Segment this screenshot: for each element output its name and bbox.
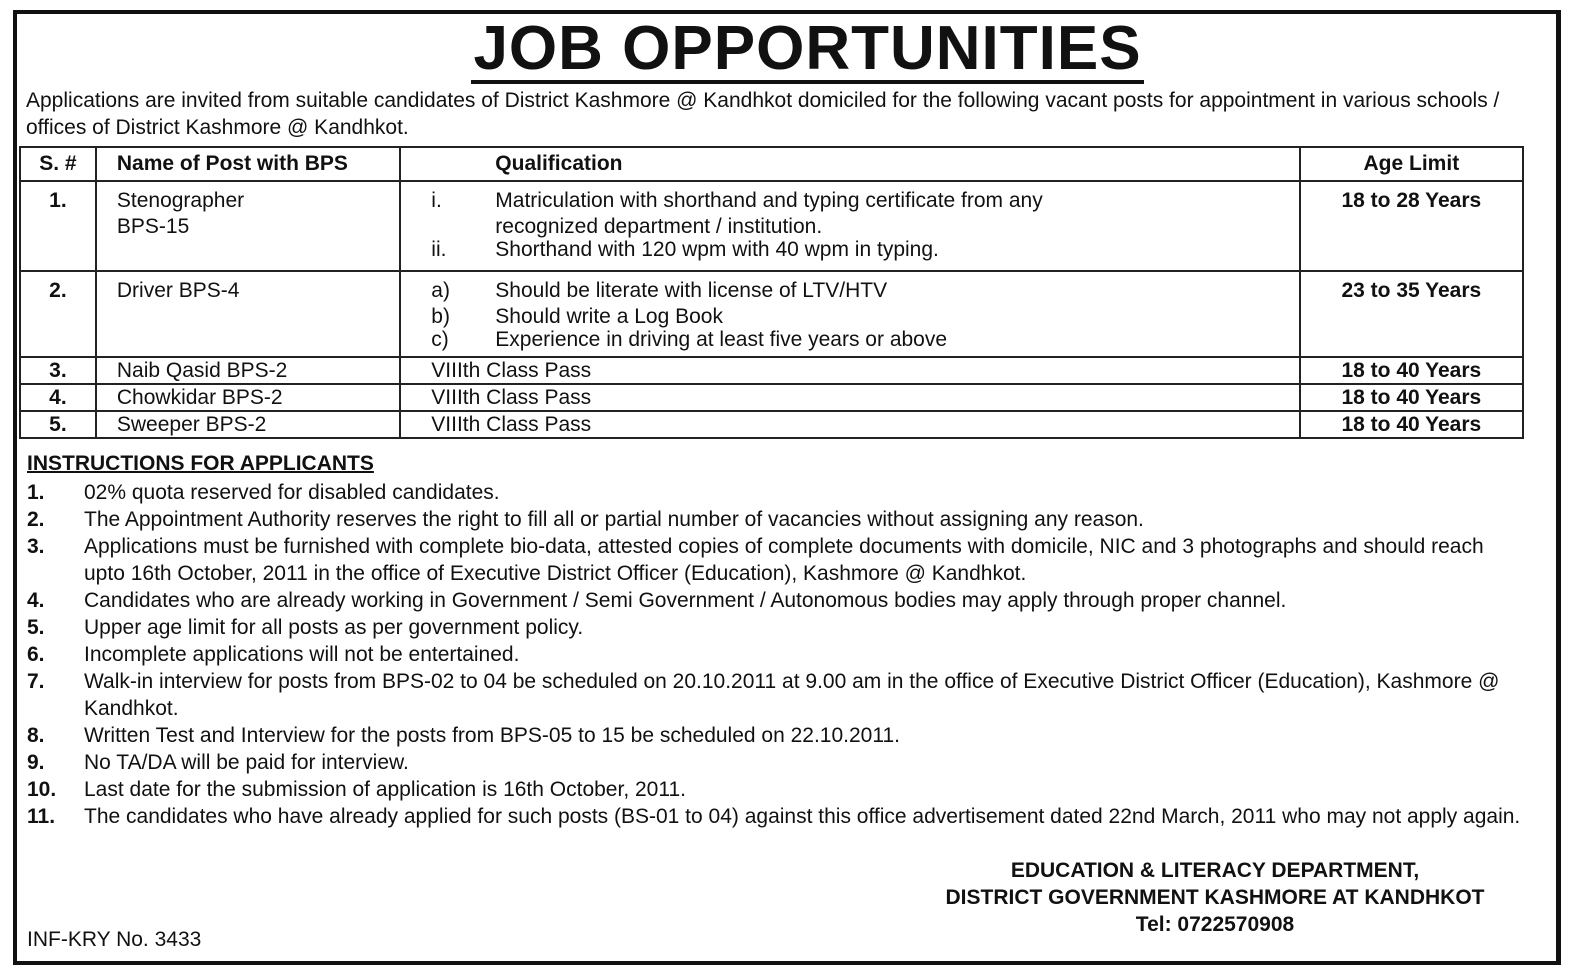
row-post-name: Sweeper BPS-2 [96, 411, 400, 438]
table-header-row [20, 147, 1523, 181]
reference-number: INF-KRY No. 3433 [27, 928, 202, 951]
instruction-number: 8. [27, 724, 45, 747]
row-qualification: VIIIth Class Pass [400, 357, 1299, 384]
row-qualification: VIIIth Class Pass [400, 411, 1299, 438]
table-row [20, 181, 1523, 271]
instruction-item [27, 587, 1527, 614]
header-post-name: Name of Post with BPS [96, 147, 400, 181]
qualification-marker: a) [431, 279, 450, 302]
instruction-item [27, 749, 1527, 776]
instructions-list [27, 479, 1527, 830]
qualification-item [401, 237, 1298, 263]
instruction-number: 3. [27, 535, 45, 558]
instruction-number: 6. [27, 643, 45, 666]
instruction-text: Incomplete applications will not be entertained. [84, 643, 520, 666]
page-title: JOB OPPORTUNITIES [473, 14, 1142, 83]
row-post-name: Chowkidar BPS-2 [96, 384, 400, 411]
qualification-item [401, 278, 1298, 304]
qualification-marker: c) [431, 328, 449, 351]
row-age-limit: 18 to 40 Years [1300, 411, 1523, 438]
instruction-text: Last date for the submission of application is 16th October, 2011. [84, 778, 686, 801]
table-row [20, 357, 1523, 384]
instruction-number: 5. [27, 616, 45, 639]
row-qualification [400, 181, 1299, 271]
qualification-text: Should write a Log Book [495, 305, 723, 328]
qualification-text: Should be literate with license of LTV/HTV [495, 279, 888, 302]
qualification-marker: ii. [431, 238, 447, 261]
row-sn: 1. [20, 181, 96, 271]
qualification-item [401, 327, 1298, 353]
row-sn: 4. [20, 384, 96, 411]
vacancies-table [19, 146, 1524, 439]
instruction-number: 2. [27, 508, 45, 531]
header-sn: S. # [20, 147, 96, 181]
qualification-marker: b) [431, 305, 450, 328]
row-qualification: VIIIth Class Pass [400, 384, 1299, 411]
table-row [20, 271, 1523, 357]
table-row [20, 384, 1523, 411]
qualification-text: Matriculation with shorthand and typing certificate from any recognized department / institution. [495, 189, 1043, 238]
instruction-text: The Appointment Authority reserves the right to fill all or partial number of vacancies without assigning any reason. [84, 508, 1144, 531]
instruction-item [27, 722, 1527, 749]
instruction-item [27, 506, 1527, 533]
qualification-marker: i. [431, 189, 442, 212]
telephone-number: Tel: 0722570908 [1135, 913, 1295, 936]
table-row [20, 411, 1523, 438]
instruction-text: Candidates who are already working in Government / Semi Government / Autonomous bodies may apply through proper channel. [84, 589, 1287, 612]
instruction-item [27, 479, 1527, 506]
instruction-item [27, 803, 1527, 830]
qualification-item [401, 188, 1298, 240]
qualification-text: Experience in driving at least five years or above [495, 328, 948, 351]
instruction-text: Written Test and Interview for the posts from BPS-05 to 15 be scheduled on 22.10.2011. [84, 724, 900, 747]
page-title-container [0, 14, 1585, 84]
header-qualification: Qualification [400, 147, 1299, 181]
row-sn: 5. [20, 411, 96, 438]
instruction-number: 11. [27, 805, 56, 828]
instruction-item [27, 668, 1527, 722]
row-post-name: Naib Qasid BPS-2 [96, 357, 400, 384]
instruction-text: No TA/DA will be paid for interview. [84, 751, 409, 774]
instruction-item [27, 533, 1527, 587]
department-name: EDUCATION & LITERACY DEPARTMENT, [1010, 859, 1420, 882]
instruction-number: 1. [27, 481, 45, 504]
row-age-limit: 18 to 40 Years [1300, 357, 1523, 384]
row-age-limit: 18 to 28 Years [1300, 181, 1523, 271]
instruction-item [27, 641, 1527, 668]
row-sn: 2. [20, 271, 96, 357]
instruction-text: 02% quota reserved for disabled candidates. [84, 481, 500, 504]
instructions-heading: INSTRUCTIONS FOR APPLICANTS [27, 452, 374, 475]
header-age-limit: Age Limit [1300, 147, 1523, 181]
row-age-limit: 23 to 35 Years [1300, 271, 1523, 357]
instruction-number: 10. [27, 778, 57, 801]
instruction-number: 7. [27, 670, 45, 693]
row-age-limit: 18 to 40 Years [1300, 384, 1523, 411]
instruction-number: 9. [27, 751, 45, 774]
row-sn: 3. [20, 357, 96, 384]
post-bps-line: BPS-15 [116, 215, 190, 238]
instruction-item [27, 776, 1527, 803]
row-post-name [96, 271, 400, 357]
qualification-text: Shorthand with 120 wpm with 40 wpm in typing. [495, 238, 939, 261]
issuing-authority-block [895, 857, 1535, 938]
district-government: DISTRICT GOVERNMENT KASHMORE AT KANDHKOT [945, 886, 1485, 909]
intro-paragraph: Applications are invited from suitable candidates of District Kashmore @ Kandhkot domiciled for the following vacant posts for appointment in various schools / offices of District Kashmore @ Kandhkot. [26, 89, 1500, 139]
row-qualification [400, 271, 1299, 357]
instruction-text: Walk-in interview for posts from BPS-02 to 04 be scheduled on 20.10.2011 at 9.00 am in the office of Executive District Officer (Education), Kashmore @ Kandhkot. [84, 670, 1500, 720]
instruction-text: The candidates who have already applied for such posts (BS-01 to 04) against this office advertisement dated 22nd March, 2011 who may not apply again. [84, 805, 1521, 828]
post-name-line: Stenographer [116, 189, 245, 212]
row-post-name [96, 181, 400, 271]
post-name-line: Driver BPS-4 [116, 279, 240, 302]
instruction-number: 4. [27, 589, 45, 612]
instruction-text: Applications must be furnished with complete bio-data, attested copies of complete documents with domicile, NIC and 3 photographs and should reach upto 16th October, 2011 in the office of Executive District Officer (Education), Kashmore @ Kandhkot. [84, 535, 1484, 585]
instruction-item [27, 614, 1527, 641]
instruction-text: Upper age limit for all posts as per government policy. [84, 616, 584, 639]
